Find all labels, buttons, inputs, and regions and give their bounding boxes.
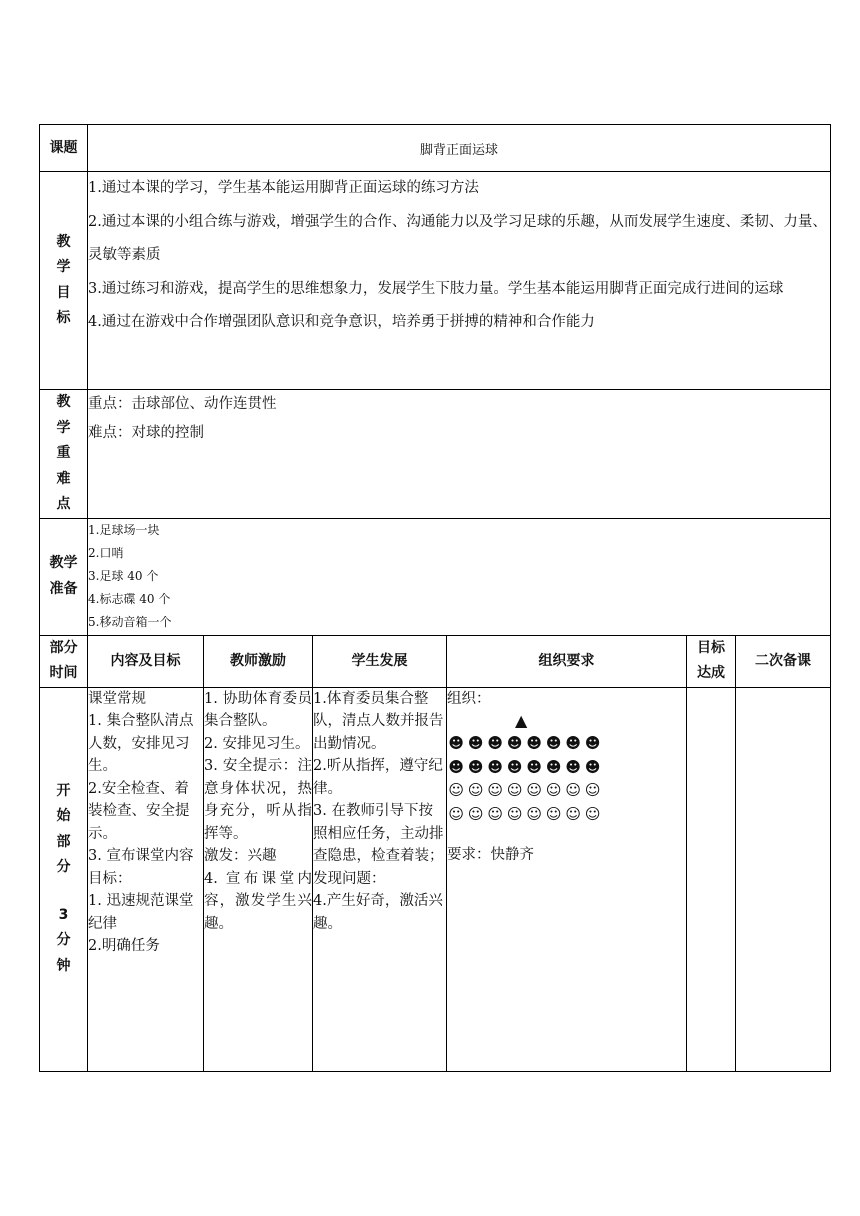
- teacher-line: 激发：兴趣: [204, 848, 277, 864]
- preparation-label-cell: [40, 518, 88, 635]
- prep-item: 5.移动音箱一个: [88, 614, 172, 629]
- student-outline-face-icon: ☺: [506, 781, 523, 799]
- prep-item: 2.口哨: [88, 545, 124, 560]
- formation-row: [447, 779, 686, 803]
- student-line: 4.产生好奇，激活兴趣。: [313, 893, 443, 932]
- goal-item: 3.通过练习和游戏，提高学生的思维想象力，发展学生下肢力量。学生基本能运用脚背正面完成行进间的运球: [88, 280, 784, 297]
- teacher-line: 4. 宣布课堂内容，激发学生兴趣。: [204, 870, 312, 932]
- student-solid-face-icon: ☻: [506, 734, 523, 752]
- topic-value: 脚背正面运球: [88, 125, 831, 172]
- formation-row: [447, 803, 686, 827]
- organization-requirement: 要求：快静齐: [447, 847, 534, 863]
- goal-item: 2.通过本课的小组合练与游戏，增强学生的合作、沟通能力以及学习足球的乐趣，从而发展学生速度、柔韧、力量、灵敏等素质: [88, 213, 827, 263]
- prep-item: 4.标志碟 40 个: [88, 591, 171, 606]
- goals-row: [40, 172, 831, 390]
- content-goals-cell: [88, 687, 204, 1071]
- student-outline-face-icon: ☺: [545, 804, 562, 823]
- header-second-prep: 二次备课: [736, 635, 831, 687]
- key-points-label: 教学重难点: [56, 394, 71, 512]
- header-student: 学生发展: [313, 635, 447, 687]
- student-solid-face-icon: ☻: [565, 757, 582, 776]
- student-solid-face-icon: ☻: [584, 734, 601, 752]
- student-outline-face-icon: ☺: [565, 781, 582, 799]
- goals-content: [88, 172, 831, 390]
- student-outline-face-icon: ☺: [584, 781, 601, 799]
- preparation-label: 教学准备: [49, 555, 78, 597]
- header-section-time-cell: [40, 635, 88, 687]
- preparation-row: [40, 518, 831, 635]
- header-section-time: 部分时间: [49, 639, 78, 681]
- student-outline-face-icon: ☺: [526, 781, 543, 799]
- student-line: 3. 在教师引导下按照相应任务，主动排查隐患，检查着装；发现问题：: [313, 803, 444, 887]
- goal-item: 1.通过本课的学习，学生基本能运用脚背正面运球的练习方法: [88, 180, 479, 196]
- student-solid-face-icon: ☻: [487, 757, 504, 776]
- content-line: 目标：: [88, 870, 132, 887]
- teacher-line: 3. 安全提示：注意身体状况，热身充分，听从指挥等。: [204, 758, 312, 842]
- topic-label: 课题: [40, 125, 88, 172]
- teacher-cell: [204, 687, 313, 1071]
- student-solid-face-icon: ☻: [448, 734, 465, 752]
- student-solid-face-icon: ☻: [487, 734, 504, 752]
- student-solid-face-icon: ☻: [467, 757, 484, 776]
- student-solid-face-icon: ☻: [526, 757, 543, 776]
- header-teacher: 教师激励: [204, 635, 313, 687]
- student-outline-face-icon: ☺: [448, 804, 465, 823]
- goals-label-cell: [40, 172, 88, 390]
- content-line: 3. 宣布课堂内容: [88, 848, 194, 864]
- focus-text: 重点：击球部位、动作连贯性: [88, 396, 277, 412]
- formation-diagram: [447, 732, 686, 826]
- duration-number: 3: [58, 906, 69, 923]
- student-outline-face-icon: ☺: [565, 804, 582, 823]
- student-solid-face-icon: ☻: [565, 734, 582, 752]
- formation-row: [447, 756, 686, 780]
- lesson-plan-table: [39, 124, 831, 1072]
- prep-item: 3.足球 40 个: [88, 568, 159, 583]
- key-points-label-cell: [40, 390, 88, 519]
- teacher-line: 2. 安排见习生。: [204, 735, 310, 752]
- content-line: 1. 迅速规范课堂纪律: [88, 893, 194, 932]
- header-organization: 组织要求: [447, 635, 687, 687]
- preparation-content: [88, 518, 831, 635]
- second-prep-cell: [736, 687, 831, 1071]
- goal-item: 4.通过在游戏中合作增强团队意识和竞争意识，培养勇于拼搏的精神和合作能力: [88, 314, 595, 330]
- content-line: 1. 集合整队清点人数，安排见习生。: [88, 713, 194, 774]
- student-solid-face-icon: ☻: [545, 734, 562, 752]
- student-outline-face-icon: ☺: [506, 804, 523, 823]
- student-outline-face-icon: ☺: [467, 804, 484, 823]
- teacher-triangle-icon: ▲: [515, 711, 528, 730]
- student-solid-face-icon: ☻: [448, 757, 465, 776]
- student-line: 1.体育委员集合整队，清点人数并报告出勤情况。: [313, 690, 444, 752]
- content-line: 2.明确任务: [88, 938, 160, 954]
- duration-unit: 分钟: [56, 932, 71, 974]
- student-outline-face-icon: ☺: [448, 781, 465, 799]
- organization-label: 组织：: [447, 690, 491, 707]
- student-outline-face-icon: ☺: [545, 781, 562, 799]
- goals-label: 教学目标: [56, 233, 71, 326]
- student-solid-face-icon: ☻: [545, 757, 562, 776]
- key-points-content: [88, 390, 831, 519]
- start-part-label: 开始部分: [56, 782, 71, 876]
- student-outline-face-icon: ☺: [467, 781, 484, 799]
- formation-row: [447, 732, 686, 756]
- header-goal-reached-cell: [687, 635, 736, 687]
- student-line: 2.听从指挥，遵守纪律。: [313, 758, 443, 797]
- student-solid-face-icon: ☻: [526, 734, 543, 752]
- difficulty-text: 难点：对球的控制: [88, 425, 204, 441]
- goal-reached-cell: [687, 687, 736, 1071]
- start-part-row: [40, 687, 831, 1071]
- key-points-row: [40, 390, 831, 519]
- start-part-label-cell: [40, 687, 88, 1071]
- student-cell: [313, 687, 447, 1071]
- teacher-line: 1. 协助体育委员集合整队。: [204, 690, 312, 729]
- header-row: [40, 635, 831, 687]
- content-line: 2.安全检查、着装检查、安全提示。: [88, 780, 190, 842]
- student-outline-face-icon: ☺: [526, 804, 543, 823]
- student-outline-face-icon: ☺: [487, 781, 504, 799]
- student-solid-face-icon: ☻: [584, 757, 601, 776]
- prep-item: 1.足球场一块: [88, 522, 160, 537]
- student-solid-face-icon: ☻: [467, 734, 484, 752]
- student-outline-face-icon: ☺: [487, 804, 504, 823]
- header-content-goals: 内容及目标: [88, 635, 204, 687]
- content-line: 课堂常规: [88, 690, 146, 707]
- header-goal-reached: 目标达成: [697, 639, 725, 681]
- student-solid-face-icon: ☻: [506, 757, 523, 776]
- topic-row: [40, 125, 831, 172]
- organization-cell: [447, 687, 687, 1071]
- student-outline-face-icon: ☺: [584, 804, 601, 823]
